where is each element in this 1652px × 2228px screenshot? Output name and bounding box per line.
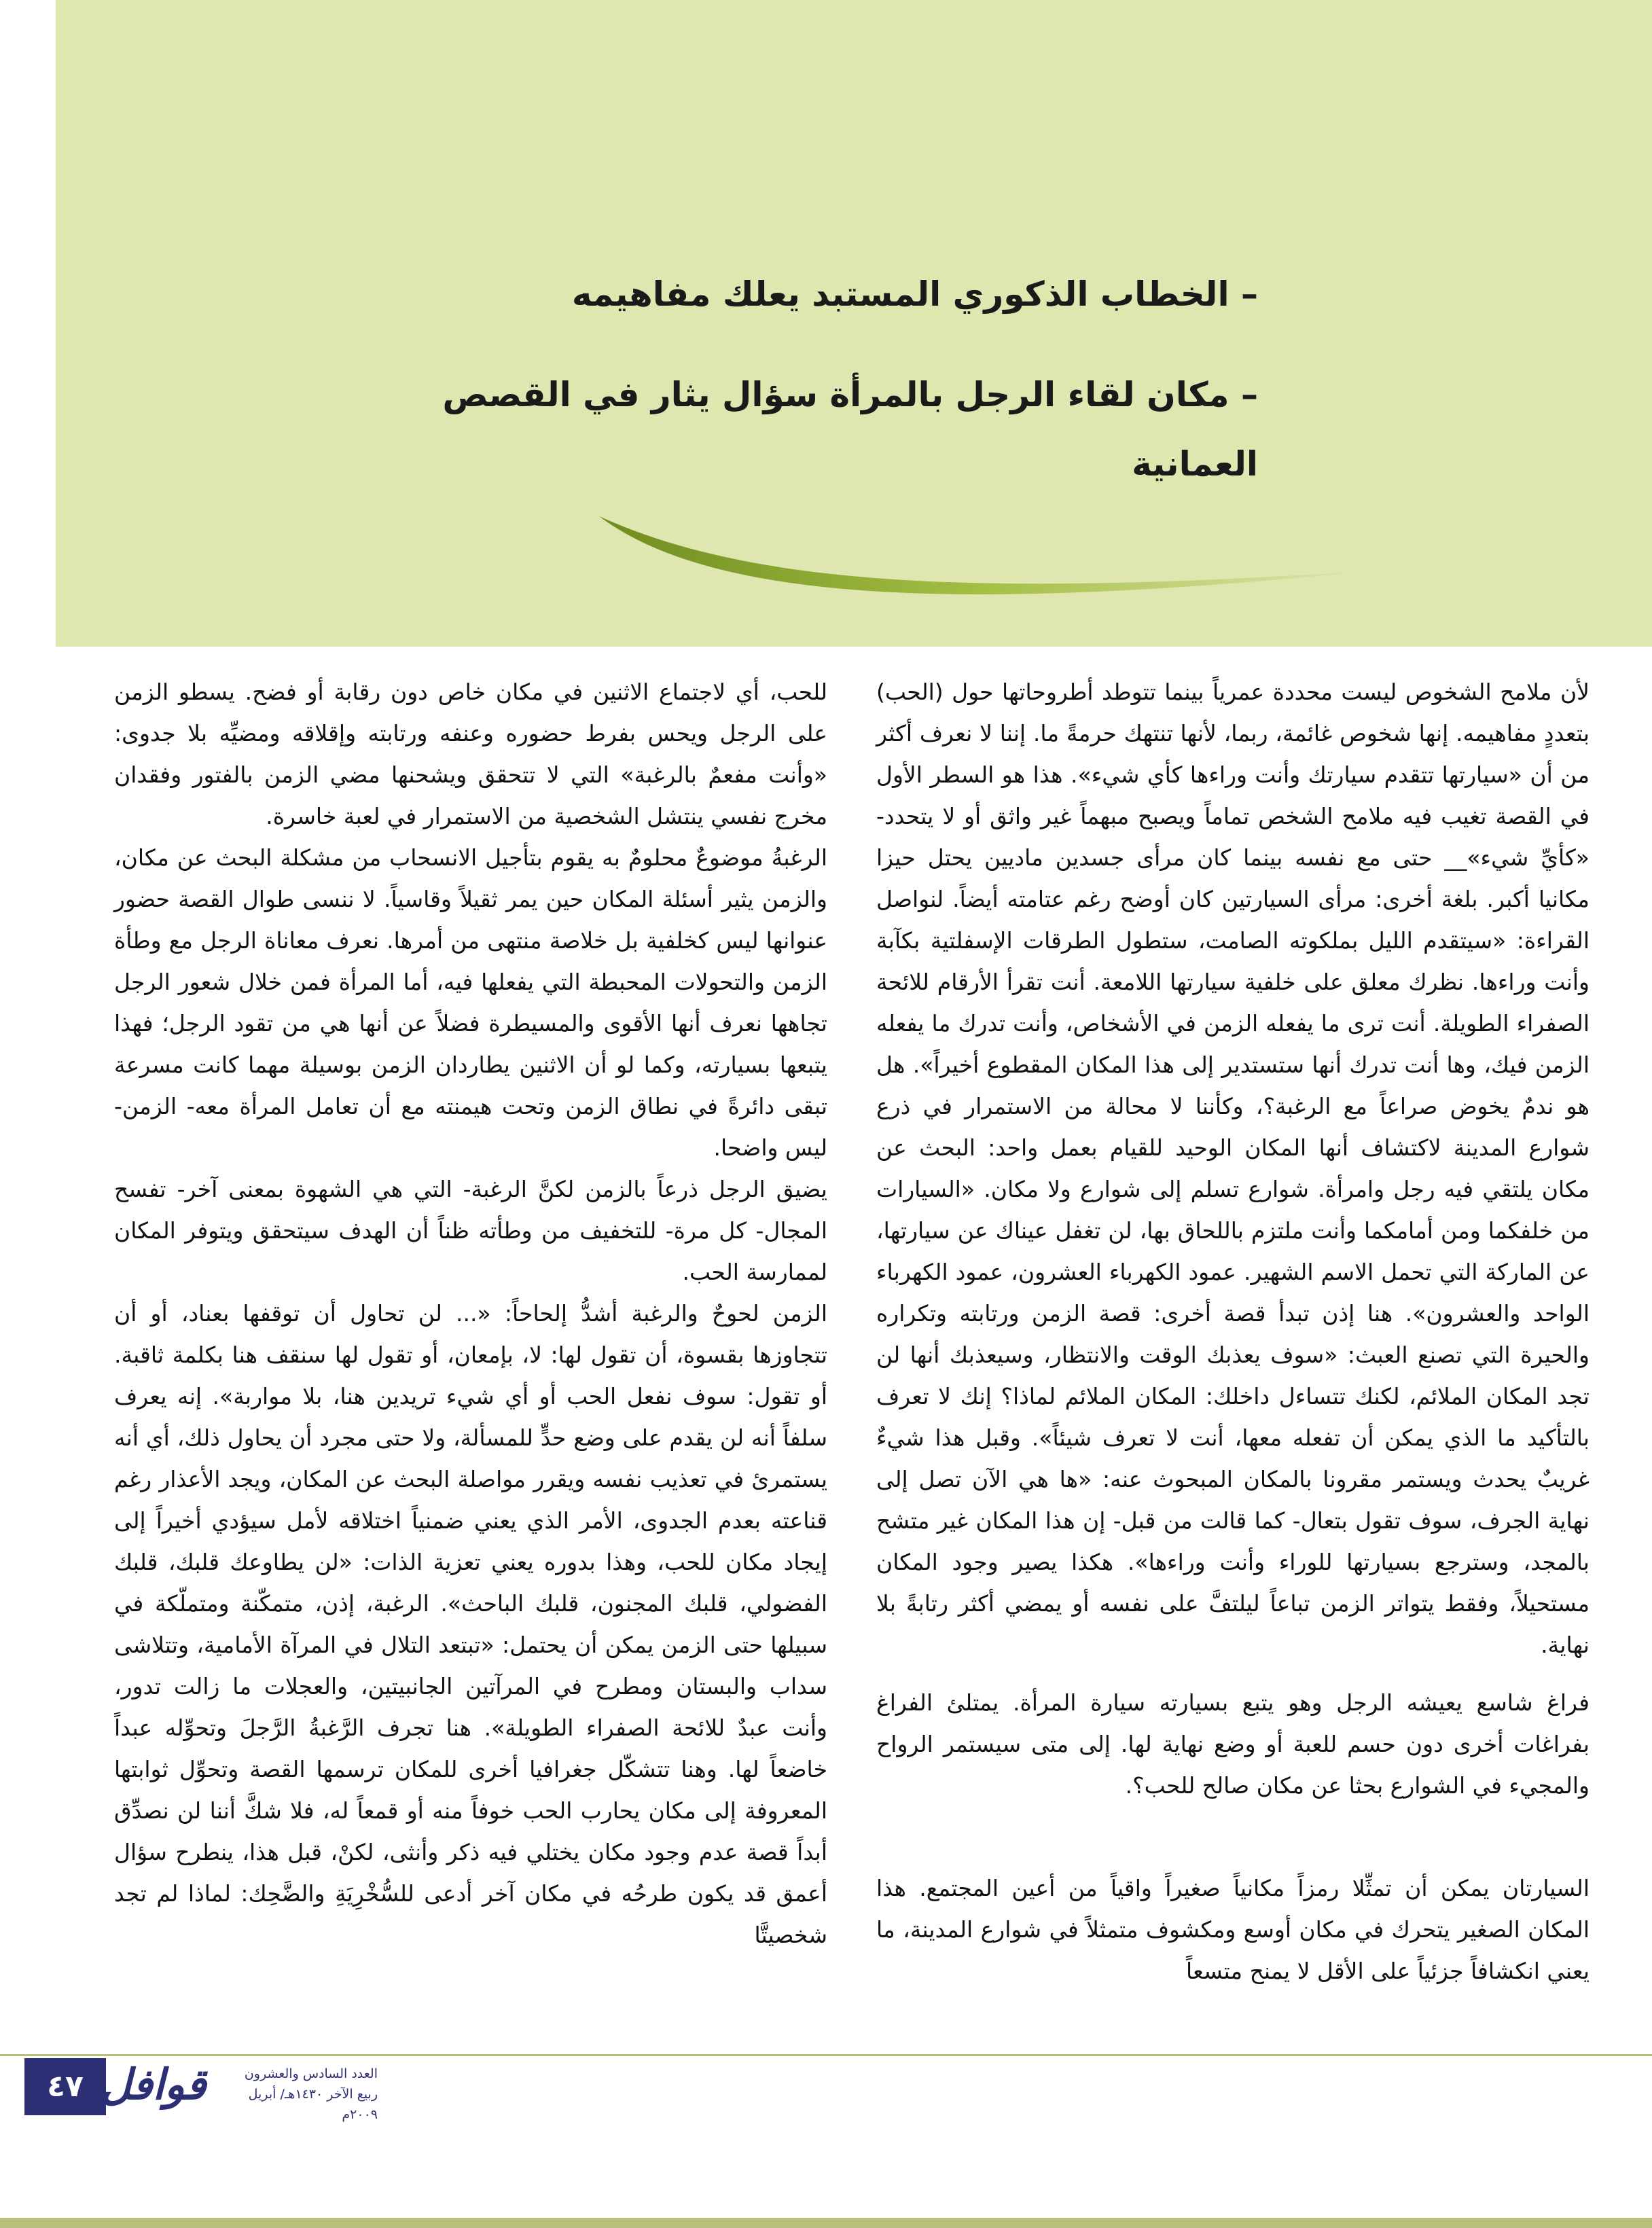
page-footer — [24, 2058, 378, 2122]
paragraph: الرغبةُ موضوعٌ محلومٌ به يقوم بتأجيل الانسحاب من مشكلة البحث عن مكان، والزمن يثير أسئلة المكان حين يمر ثقيلاً وقاسياً. لا ننسى طوال القصة حضور عنوانها ليس كخلفية بل خلاصة منتهى من أمرها. نعرف معاناة الرجل مع وطأة الزمن والتحولات المحبطة التي يفعلها فيه، أما المرأة فمن خلال شعور الرجل تجاهها نعرف أنها الأقوى والمسيطرة فضلاً عن أنها هي من تقود الرجل؛ فهذا يتبعها بسيارته، وكما لو أن الاثنين يطاردان الزمن بوسيلة مهما كانت مسرعة تبقى دائرةً في نطاق الزمن وتحت هيمنته مع أن تعامل المرأة معه- الزمن- ليس واضحا. — [114, 844, 827, 1161]
headline-line-2: – مكان لقاء الرجل بالمرأة سؤال يثار في القصص — [442, 375, 1258, 414]
paragraph: الزمن لحوحٌ والرغبة أشدُّ إلحاحاً: «... لن تحاول أن توقفها بعناد، أو أن تتجاوزها بقسوة، أن تقول لها: لا، بإمعان، أو تقول لها سنقف هنا بكلمة ثاقبة. أو تقول: سوف نفعل الحب أو أي شيء تريدين هنا، بلا مواربة». إنه يعرف سلفاً أنه لن يقدم على وضع حدٍّ للمسألة، ولا حتى مجرد أن يحاول ذلك، أي أنه يستمرئ في تعذيب نفسه ويقرر مواصلة البحث عن المكان، ويجد الأعذار رغم قناعته بعدم الجدوى، الأمر الذي يعني ضمنياً اختلاقه لأمل سيؤدي أخيراً إلى إيجاد مكان للحب، وهذا بدوره يعني تعزية الذات: «لن يطاوعك قلبك، قلبك الفضولي، قلبك المجنون، قلبك الباحث». الرغبة، إذن، متمكّنة ومتملّكة في سبيلها حتى الزمن يمكن أن يحتمل: «تبتعد التلال في المرآة الأمامية، وتتلاشى سداب والبستان ومطرح في المرآتين الجانبيتين، والعجلات ما زالت تدور، وأنت عبدٌ للائحة الصفراء الطويلة». هنا تجرف الرَّغبةُ الرَّجلَ وتحوِّله عبداً خاضعاً لها. وهنا تتشكّل جغرافيا أخرى للمكان ترسمها القصة وتحوِّل ثوابتها المعروفة إلى مكان يحارب الحب خوفاً منه أو قمعاً له، فلا شكَّ أننا لن نصدِّق أبداً قصة عدم وجود مكان يختلي فيه ذكر وأنثى، لكنْ، قبل هذا، ينطرح سؤال أعمق قد يكون طرحُه في مكان آخر أدعى للسُّخْرِيَةِ والضَّحِك: لماذا لم تجد شخصيتَّا — [114, 1300, 827, 1948]
paragraph: يضيق الرجل ذرعاً بالزمن لكنَّ الرغبة- التي هي الشهوة بمعنى آخر- تفسح المجال- كل مرة- للتخفيف من وطأته ظناً أن الهدف سيتحقق ويتوفر المكان لممارسة الحب. — [114, 1176, 827, 1285]
footer-rule — [0, 2054, 1652, 2056]
issue-date: ربيع الآخر ١٤٣٠هـ/ أبريل ٢٠٠٩م — [248, 2087, 378, 2122]
decorative-swoosh — [586, 496, 1387, 625]
paragraph: فراغ شاسع يعيشه الرجل وهو يتبع بسيارته سيارة المرأة. يمتلئ الفراغ بفراغات أخرى دون حسم للعبة أو وضع نهاية لها. إلى متى سيستمر الرواح والمجيء في الشوارع بحثا عن مكان صالح للحب؟. — [876, 1689, 1590, 1799]
article-column-left — [114, 671, 827, 1956]
issue-info — [221, 2064, 378, 2125]
paragraph: للحب، أي لاجتماع الاثنين في مكان خاص دون رقابة أو فضح. يسطو الزمن على الرجل ويحس بفرط حضوره وعنفه ورتابته وإقلاقه ومضيِّه بلا جدوى: «وأنت مفعمٌ بالرغبة» التي لا تتحقق ويشحنها مضي الزمن بالفتور وفقدان مخرج نفسي ينتشل الشخصية من الاستمرار في لعبة خاسرة. — [114, 679, 827, 829]
issue-number: العدد السادس والعشرون — [244, 2066, 378, 2081]
headline-line-1: – الخطاب الذكوري المستبد يعلك مفاهيمه — [571, 274, 1258, 314]
page-number: ٤٧ — [24, 2058, 106, 2115]
headline-line-3: العمانية — [1132, 444, 1258, 484]
paragraph: لأن ملامح الشخوص ليست محددة عمرياً بينما تتوطد أطروحاتها حول (الحب) بتعددٍ مفاهيمه. إنها شخوص غائمة، ربما، لأنها تنتهك حرمةً ما. إننا لا نعرف أكثر من أن «سيارتها تتقدم سيارتك وأنت وراءها كأي شيء». هذا هو السطر الأول في القصة تغيب فيه ملامح الشخص تماماً ويصبح مبهماً غير واثق أو لا يتحدد- «كأيِّ شيء»__ حتى مع نفسه بينما كان مرأى جسدين ماديين يحتل حيزا مكانيا أكبر. بلغة أخرى: مرأى السيارتين كان أوضح رغم عتامته أيضاً. لنواصل القراءة: «سيتقدم الليل بملكوته الصامت، ستطول الطرقات الإسفلتية بكآبة وأنت وراءها. نظرك معلق على خلفية سيارتها اللامعة. أنت تقرأ الأرقام للائحة الصفراء الطويلة. أنت ترى ما يفعله الزمن في الأشخاص، وأنت تدرك ما يفعله الزمن فيك، وها أنت تدرك أنها ستستدير إلى هذا المكان المقطوع أخيراً». هل هو ندمٌ يخوض صراعاً مع الرغبة؟، وكأننا لا محالة من الاستمرار في ذرع شوارع المدينة لاكتشاف أنها المكان الوحيد للقيام بعمل واحد: البحث عن مكان يلتقي فيه رجل وامرأة. شوارع تسلم إلى شوارع ولا مكان. «السيارات من خلفكما ومن أمامكما وأنت ملتزم باللحاق بها، لن تغفل عيناك عن سيارتها، عن الماركة التي تحمل الاسم الشهير. عمود الكهرباء العشرون، عمود الكهرباء الواحد والعشرون». هنا إذن تبدأ قصة أخرى: قصة الزمن ورتابته وتكراره والحيرة التي تصنع العبث: «سوف يعذبك الوقت والانتظار، وسيعذبك أنها لن تجد المكان الملائم، لكنك تتساءل داخلك: المكان الملائم لماذا؟ إنك لا تعرف بالتأكيد ما الذي يمكن أن تفعله معها، أنت لا تعرف شيئاً». وقبل هذا شيءٌ غريبٌ يحدث ويستمر مقرونا بالمكان المبحوث عنه: «ها هي الآن تصل إلى نهاية الجرف، سوف تقول بتعال- كما قالت من قبل- إن هذا المكان غير متشح بالمجد، وسترجع بسيارتها للوراء وأنت وراءها». هكذا يصير وجود المكان مستحيلاً، وفقط يتواتر الزمن تباعاً ليلتفَّ على نفسه أو يمضي أكثر رتابةً بلا نهاية. — [876, 679, 1590, 1658]
bottom-strip — [0, 2218, 1652, 2228]
article-column-right — [876, 671, 1590, 1992]
header-banner — [56, 0, 1652, 647]
paragraph: السيارتان يمكن أن تمثِّلا رمزاً مكانياً صغيراً واقياً من أعين المجتمع. هذا المكان الصغير يتحرك في مكان أوسع ومكشوف متمثلاً في شوارع المدينة، ما يعني انكشافاً جزئياً على الأقل لا يمنح متسعاً — [876, 1875, 1590, 1984]
magazine-logo: قوافل — [101, 2060, 206, 2109]
